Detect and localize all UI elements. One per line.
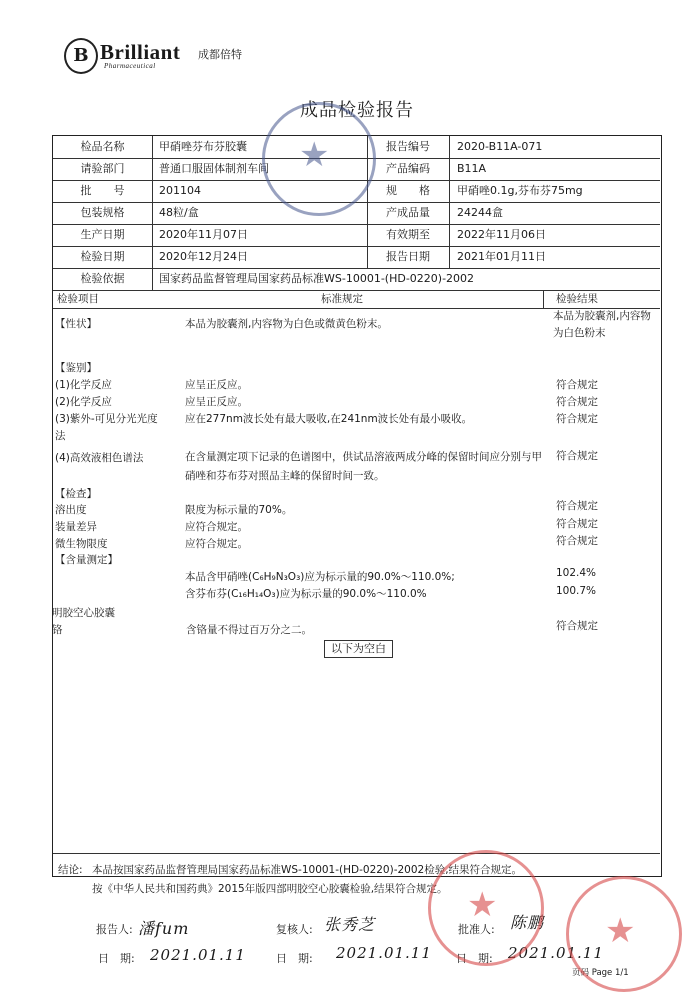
ident-result-3: 符合规定 — [556, 413, 598, 425]
approver-date-label: 日 期: — [456, 952, 493, 965]
label-batch-number: 批 号 — [80, 184, 125, 197]
ident-item-2: (2)化学反应 — [55, 396, 112, 408]
label-package-spec: 包装规格 — [80, 206, 125, 219]
value-report-number: 2020-B11A-071 — [457, 140, 543, 153]
ident-std-3: 应在277nm波长处有最大吸收,在241nm波长处有最小吸收。 — [185, 413, 473, 425]
check-std-3: 应符合规定。 — [185, 538, 248, 550]
label-report-date: 报告日期 — [386, 250, 430, 263]
ident-std-4: 在含量测定项下记录的色谱图中，供试品溶液两成分峰的保留时间应分别与甲硝唑和芬布芬对照品主峰的保留时间一致。 — [185, 451, 542, 482]
label-production-date: 生产日期 — [80, 228, 125, 241]
assay-result-2: 100.7% — [556, 585, 597, 597]
ident-result-1: 符合规定 — [556, 379, 598, 391]
check-result-1: 符合规定 — [556, 500, 598, 512]
reporter-label: 报告人: — [96, 923, 133, 936]
section-assay: 【含量测定】 — [55, 554, 118, 566]
header-standard: 标准规定 — [321, 293, 363, 305]
ident-item-3: (3)紫外-可见分光光度法 — [55, 413, 158, 442]
check-std-2: 应符合规定。 — [185, 521, 248, 533]
label-test-basis: 检验依据 — [80, 272, 125, 285]
seal-star-icon: ★ — [467, 885, 498, 925]
check-result-2: 符合规定 — [556, 518, 598, 530]
check-std-1: 限度为标示量的70%。 — [185, 504, 293, 516]
label-requesting-dept: 请验部门 — [80, 162, 125, 175]
header-test-item: 检验项目 — [57, 293, 99, 305]
approver-label: 批准人: — [458, 923, 495, 936]
ident-std-2: 应呈正反应。 — [185, 396, 248, 408]
label-output-quantity: 产成品量 — [386, 206, 430, 219]
value-test-date: 2020年12月24日 — [159, 250, 248, 263]
section-identification: 【鉴别】 — [55, 362, 97, 374]
value-product-name: 甲硝唑芬布芬胶囊 — [159, 140, 247, 153]
header-result: 检验结果 — [556, 293, 598, 305]
capsule-item-chromium: 铬 — [52, 624, 63, 636]
capsule-result-chromium: 符合规定 — [556, 620, 598, 632]
section-checks: 【检查】 — [55, 488, 97, 500]
assay-std-1: 本品含甲硝唑(C₆H₉N₃O₃)应为标示量的90.0%～110.0%; — [185, 571, 455, 583]
reporter-date-label: 日 期: — [98, 952, 135, 965]
reviewer-signature: 张秀芝 — [324, 915, 376, 934]
brand-logo-mark: B — [64, 38, 98, 74]
approver-signature: 陈鹏 — [510, 913, 545, 932]
value-product-code: B11A — [457, 162, 487, 175]
stamp-star-icon: ★ — [299, 135, 330, 175]
conclusion-line-1: 本品按国家药品监督管理局国家药品标准WS-10001-(HD-0220)-2002检验,结果符合规定。 — [92, 864, 523, 876]
check-item-3: 微生物限度 — [55, 538, 108, 550]
result-appearance: 本品为胶囊剂,内容物为白色粉末 — [553, 310, 651, 339]
report-table — [52, 135, 662, 877]
reviewer-date-label: 日 期: — [276, 952, 313, 965]
value-batch-number: 201104 — [159, 184, 201, 197]
brand-subtitle: Pharmaceutical — [104, 62, 156, 70]
section-capsule: 明胶空心胶囊 — [52, 607, 115, 619]
approver-date: 2021.01.11 — [508, 944, 604, 962]
reviewer-label: 复核人: — [276, 923, 313, 936]
value-requesting-dept: 普通口服固体制剂车间 — [159, 162, 269, 175]
reviewer-date: 2021.01.11 — [336, 944, 432, 962]
ident-item-1: (1)化学反应 — [55, 379, 112, 391]
value-package-spec: 48粒/盒 — [159, 206, 199, 219]
label-product-name: 检品名称 — [80, 140, 125, 153]
label-report-number: 报告编号 — [386, 140, 430, 153]
conclusion-line-2: 按《中华人民共和国药典》2015年版四部明胶空心胶囊检验,结果符合规定。 — [92, 883, 448, 895]
conclusion-label: 结论: — [58, 864, 83, 876]
blank-below-mark: 以下为空白 — [324, 640, 393, 658]
value-report-date: 2021年01月11日 — [457, 250, 546, 263]
reporter-date: 2021.01.11 — [150, 946, 246, 964]
page-number: 页码 Page 1/1 — [572, 968, 629, 978]
value-expiry-date: 2022年11月06日 — [457, 228, 546, 241]
ident-item-4: (4)高效液相色谱法 — [55, 452, 144, 464]
quality-seal-star-icon: ★ — [605, 911, 636, 951]
assay-result-1: 102.4% — [556, 567, 597, 579]
check-item-1: 溶出度 — [55, 504, 87, 516]
section-appearance: 【性状】 — [55, 318, 97, 330]
ident-std-1: 应呈正反应。 — [185, 379, 248, 391]
label-expiry-date: 有效期至 — [386, 228, 430, 241]
check-result-3: 符合规定 — [556, 535, 598, 547]
report-title: 成品检验报告 — [300, 100, 414, 121]
value-production-date: 2020年11月07日 — [159, 228, 248, 241]
reporter-signature: 潘fum — [138, 919, 190, 938]
ident-result-4: 符合规定 — [556, 450, 598, 462]
brand-chinese-name: 成都倍特 — [198, 48, 242, 61]
assay-std-2: 含芬布芬(C₁₆H₁₄O₃)应为标示量的90.0%～110.0% — [185, 588, 427, 600]
check-item-2: 装量差异 — [55, 521, 97, 533]
value-output-quantity: 24244盒 — [457, 206, 503, 219]
capsule-std-chromium: 含铬量不得过百万分之二。 — [186, 624, 312, 636]
label-specification: 规 格 — [386, 184, 430, 197]
label-product-code: 产品编码 — [386, 162, 430, 175]
ident-result-2: 符合规定 — [556, 396, 598, 408]
label-test-date: 检验日期 — [80, 250, 125, 263]
value-specification: 甲硝唑0.1g,芬布芬75mg — [457, 184, 583, 197]
value-test-basis: 国家药品监督管理局国家药品标准WS-10001-(HD-0220)-2002 — [159, 272, 475, 285]
std-appearance: 本品为胶囊剂,内容物为白色或微黄色粉末。 — [185, 318, 388, 330]
brand-name: Brilliant — [100, 40, 181, 64]
